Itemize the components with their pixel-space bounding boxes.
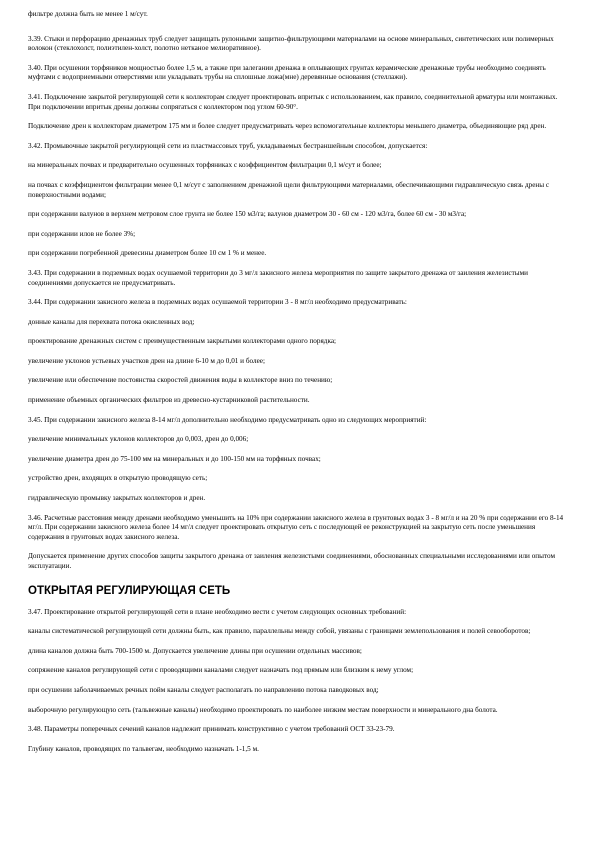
- list-item: увеличение минимальных уклонов коллекторов до 0,003, дрен до 0,006;: [28, 435, 249, 444]
- list-item: выборочную регулирующую сеть (тальвежные каналы) необходимо проектировать по наиболее низким местам поверхности и минерального дна болота.: [28, 705, 498, 714]
- list-item: гидравлическую промывку закрытых коллекторов и дрен.: [28, 494, 206, 503]
- list-item: при содержании илов не более 3%;: [28, 229, 136, 238]
- list-item: на минеральных почвах и предварительно осушенных торфяниках с коэффициентом фильтрации 0,1 м/сут и более;: [28, 161, 382, 170]
- paragraph-3-44: 3.44. При содержании закисного железа в подземных водах осушаемой территории 3 - 8 мг/л необходимо предусматривать:: [28, 298, 407, 307]
- paragraph-3-41: 3.41. Подключение закрытой регулирующей сети к коллекторам следует проектировать впритык с использованием, как правило, соединительной арматуры или монтажных. При подключении впритык дрены должны сопрягаться с коллектором под углом 60-90°.: [28, 92, 558, 111]
- paragraph-3-46: 3.46. Расчетные расстояния между дренами необходимо уменьшить на 10% при содержании закисного железа в грунтовых водах 3 - 8 мг/л и на 20 % при содержании его 8-14 мг/л. При содержании закисного железа более 14 мг/л следует проектировать открытую сеть с последующей ее реконструкцией на закрытую сеть после уменьшения содержания в грунтовых водах закисного железа.: [28, 513, 564, 541]
- list-item: устройство дрен, входящих в открытую проводящую сеть;: [28, 474, 208, 483]
- paragraph-3-40: 3.40. При осушении торфяников мощностью более 1,5 м, а также при залегании дренажа в оплывающих грунтах керамические дренажные трубы необходимо соединять муфтами с водоприемными отверстиями или укладывать трубы на сплошные ложа(мне) деревянные основания (стеллажи).: [28, 63, 546, 82]
- list-item: проектирование дренажных систем с преимущественным закрытыми коллекторами одного порядка;: [28, 337, 337, 346]
- paragraph-collector-connection: Подключение дрен к коллекторам диаметром 175 мм и более следует предусматривать через вспомогательные коллекторы меньшего диаметра, объединяющие ряд дрен.: [28, 122, 547, 131]
- list-item: на почвах с коэффициентом фильтрации менее 0,1 м/сут с заполнением дренажной щели фильтрующими материалами, обеспечивающими гидравлическую связь дрены с поверхностными водами;: [28, 180, 550, 199]
- list-item: сопряжение каналов регулирующей сети с проводящими каналами следует назначать под прямым или близким к нему углом;: [28, 666, 414, 675]
- list-item: увеличение или обеспечение постоянства скоростей движения воды в коллекторе вниз по течению;: [28, 376, 333, 385]
- list-item: увеличение диаметра дрен до 75-100 мм на минеральных и до 100-150 мм на торфяных почвах;: [28, 454, 321, 463]
- paragraph-3-42: 3.42. Промывочные закрытой регулирующей сети из пластмассовых труб, укладываемых бестраншейным способом, допускается:: [28, 141, 428, 150]
- list-item: каналы систематической регулирующей сети должны быть, как правило, параллельны между собой, увязаны с границами землепользования и полей севооборотов;: [28, 627, 531, 636]
- list-item: донные каналы для перехвата потока окисленных вод;: [28, 317, 195, 326]
- list-item: длина каналов должна быть 700-1500 м. Допускается увеличение длины при осушении отдельных массивов;: [28, 646, 362, 655]
- list-item: увеличение уклонов устьевых участков дрен на длине 6-10 м до 0,01 и более;: [28, 356, 265, 365]
- paragraph-other-methods: Допускается применение других способов защиты закрытого дренажа от заиления железистыми соединениями, обоснованных специальными исследованиями или опытом эксплуатации.: [28, 552, 556, 570]
- list-item: применение объемных органических фильтров из древесно-кустарниковой растительности.: [28, 396, 310, 405]
- list-item: при содержании валунов в верхнем метровом слое грунта не более 150 м3/га; валунов диаметром 30 - 60 см - 120 м3/га, более 60 см - 30 м3/га;: [28, 210, 467, 219]
- paragraph-3-39: 3.39. Стыки и перфорацию дренажных труб следует защищать рулонными защитно-фильтрующими материалами на основе минеральных, синтетических или полимерных волокон (стеклохолст, полиэтилен-холст, полотно нетканое мелиоративное).: [28, 34, 554, 53]
- paragraph-3-45: 3.45. При содержании закисного железа 8-14 мг/л дополнительно необходимо предусматривать одно из следующих мероприятий:: [28, 415, 427, 424]
- paragraph-3-43: 3.43. При содержании в подземных водах осушаемой территории до 3 мг/л закисного железа мероприятия по защите закрытого дренажа от заиления железистыми соединениями допускается не предусматривать.: [28, 268, 528, 287]
- section-heading: ОТКРЫТАЯ РЕГУЛИРУЮЩАЯ СЕТЬ: [28, 584, 231, 597]
- list-item: при содержании погребенной древесины диаметром более 10 см 1 % и менее.: [28, 249, 267, 258]
- paragraph-3-47: 3.47. Проектирование открытой регулирующей сети в плане необходимо вести с учетом следующих основных требований:: [28, 607, 407, 616]
- list-item: при осушении заболачиваемых речных пойм каналы следует располагать по направлению потока паводковых вод;: [28, 685, 379, 694]
- paragraph-3-48: 3.48. Параметры поперечных сечений каналов надлежит принимать конструктивно с учетом требований ОСТ 33-23-79.: [28, 725, 395, 734]
- paragraph-channel-depth: Глубину каналов, проводящих по тальвегам, необходимо назначать 1-1,5 м.: [28, 744, 259, 753]
- paragraph-continuation: фильтре должна быть не менее 1 м/сут.: [28, 10, 148, 18]
